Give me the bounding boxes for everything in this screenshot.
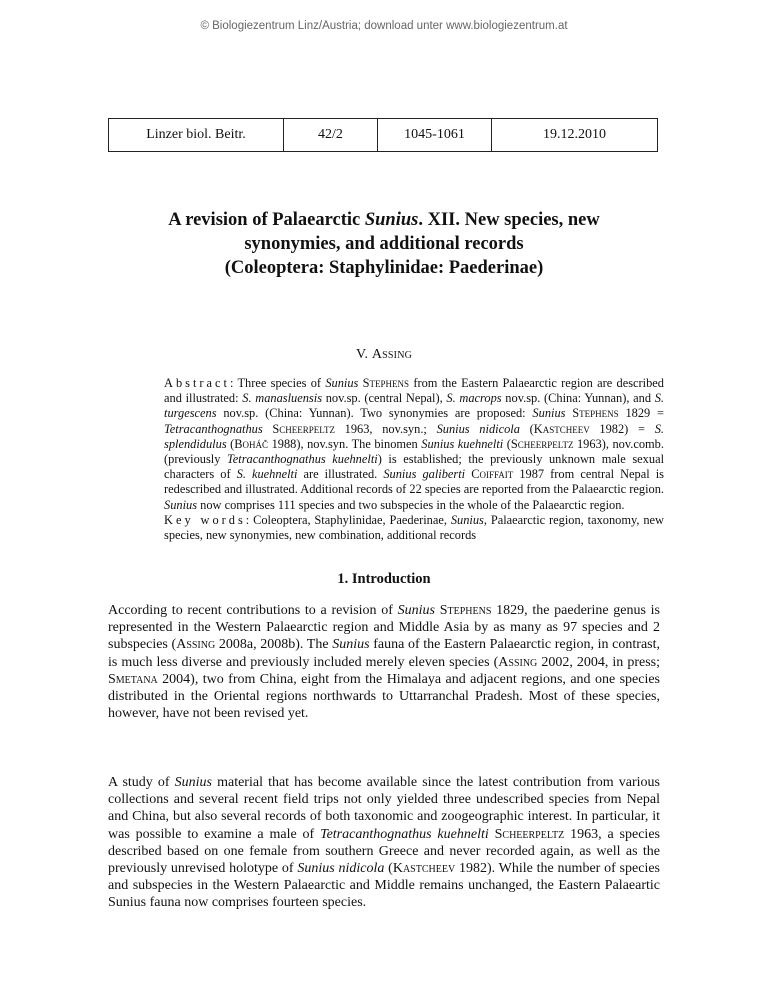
title-line-1: A revision of Palaearctic Sunius. XII. New species, new <box>168 210 600 230</box>
section-heading: 1. Introduction <box>337 571 431 587</box>
abstract: Abstract: Three species of Sunius Stephens from the Eastern Palaearctic region are described and illustrated: S. manasluensis nov.sp. (central Nepal), S. macrops nov.sp. (China: Yunnan), and S. turgescens nov.sp. (China: Yunnan). Two synonymies are proposed: Sunius Stephens 1829 = Tetracanthognathus Scheerpeltz 1963, nov.syn.; Sunius nidicola (Kastcheev 1982) = S. splendidulus (Boháč 1988), nov.syn. The binomen Sunius kuehnelti (Scheerpeltz 1963), nov.comb. (previously Tetracanthognathus kuehnelti) is established; the previously unknown male sexual characters of S. kuehnelti are illustrated. Sunius galiberti Coiffait 1987 from central Nepal is redescribed and illustrated. Additional records of 22 species are reported from the Palaearctic region. Sunius now comprises 111 species and two subspecies in the whole of the Palaearctic region. <box>164 376 665 512</box>
journal-name: Linzer biol. Beitr. <box>109 119 284 152</box>
title-line-3: (Coleoptera: Staphylinidae: Paederinae) <box>224 258 544 278</box>
copyright-watermark: © Biologiezentrum Linz/Austria; download unter www.biologiezentrum.at <box>200 20 568 32</box>
intro-paragraph-2: A study of Sunius material that has become available since the latest contribution from various collections and several recent field trips not only yielded three undescribed species from Nepal and China, but also several records of both taxonomic and zoogeographic interest. In particular, it was possible to examine a male of Tetracanthognathus kuehnelti Scheerpeltz 1963, a species described based on one female from southern Greece and never recorded again, as well as the previously unrevised holotype of Sunius nidicola (Kastcheev 1982). While the number of species and subspecies in the Western Palaearctic and Middle remains unchanged, the Eastern Palaeartic Sunius fauna now comprises fourteen species. <box>108 775 660 911</box>
page-range: 1045-1061 <box>378 119 492 152</box>
author: V. Assing <box>355 347 413 362</box>
intro-paragraph-1: According to recent contributions to a revision of Sunius Stephens 1829, the paederine genus is represented in the Western Palaearctic region and Middle Asia by as many as 97 species and 2 subspecies (Assing 2008a, 2008b). The Sunius fauna of the Eastern Palaearctic region, in contrast, is much less diverse and previously included merely eleven species (Assing 2002, 2004, in press; Smetana 2004), two from China, eight from the Himalaya and adjacent regions, and one species distributed in the Oriental regions northwards to Uttarranchal Pradesh. Most of these species, however, have not been revised yet. <box>108 603 660 722</box>
publication-date: 19.12.2010 <box>492 119 658 152</box>
volume: 42/2 <box>284 119 378 152</box>
abstract-label: Abstract <box>164 376 230 390</box>
title-line-2: synonymies, and additional records <box>244 234 524 254</box>
paper-title <box>0 208 768 280</box>
journal-info-table <box>108 118 658 152</box>
keywords: Key words: Coleoptera, Staphylinidae, Paederinae, Sunius, Palaearctic region, taxonomy, new species, new synonymies, new combination, additional records <box>164 513 664 543</box>
keywords-label: Key words <box>164 513 246 527</box>
